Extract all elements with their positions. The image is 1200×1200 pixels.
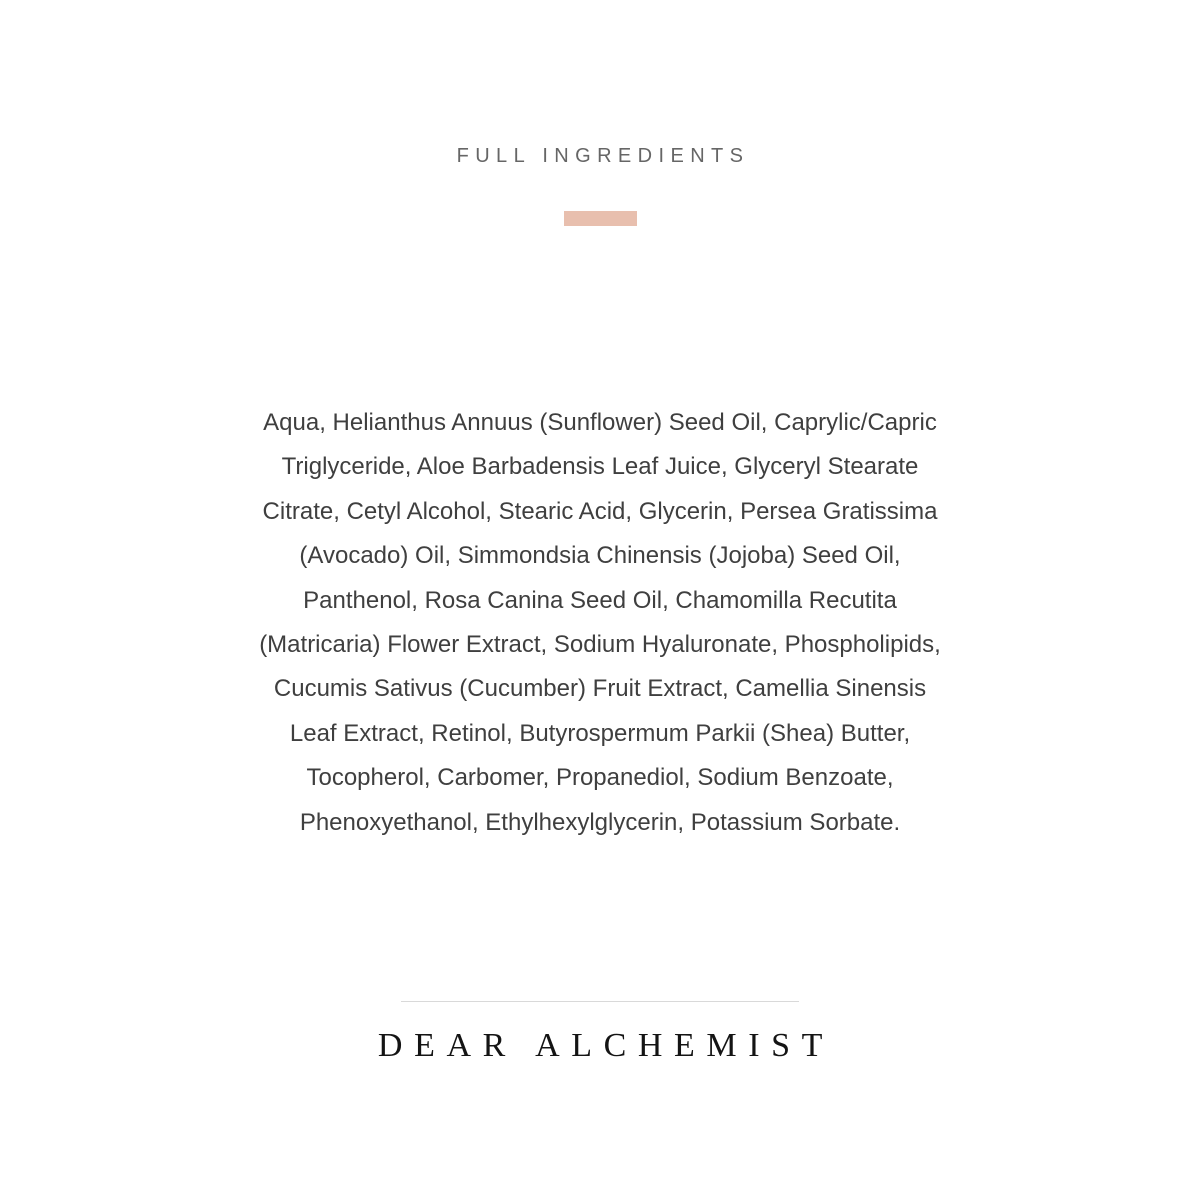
ingredients-line: Cucumis Sativus (Cucumber) Fruit Extract, Camellia Sinensis [273,675,927,703]
ingredients-line: (Avocado) Oil, Simmondsia Chinensis (Jojoba) Seed Oil, [299,542,901,570]
ingredients-line: (Matricaria) Flower Extract, Sodium Hyaluronate, Phospholipids, [259,631,941,659]
ingredients-line: Aqua, Helianthus Annuus (Sunflower) Seed Oil, Caprylic/Capric [263,409,937,436]
footer-divider [401,1001,799,1002]
brand-wordmark: DEAR ALCHEMIST [377,1027,835,1064]
ingredients-line: Panthenol, Rosa Canina Seed Oil, Chamomilla Recutita [303,586,897,614]
ingredients-line: Citrate, Cetyl Alcohol, Stearic Acid, Glycerin, Persea Gratissima [262,497,938,525]
ingredients-line: Tocopherol, Carbomer, Propanediol, Sodium Benzoate, [306,764,894,792]
accent-bar [564,211,637,226]
section-heading: FULL INGREDIENTS [456,145,750,167]
ingredients-line: Phenoxyethanol, Ethylhexylglycerin, Potassium Sorbate. [299,808,901,836]
ingredients-line: Leaf Extract, Retinol, Butyrospermum Parkii (Shea) Butter, [289,719,911,747]
ingredients-list [238,401,962,845]
ingredients-line: Triglyceride, Aloe Barbadensis Leaf Juice, Glyceryl Stearate [281,453,919,481]
